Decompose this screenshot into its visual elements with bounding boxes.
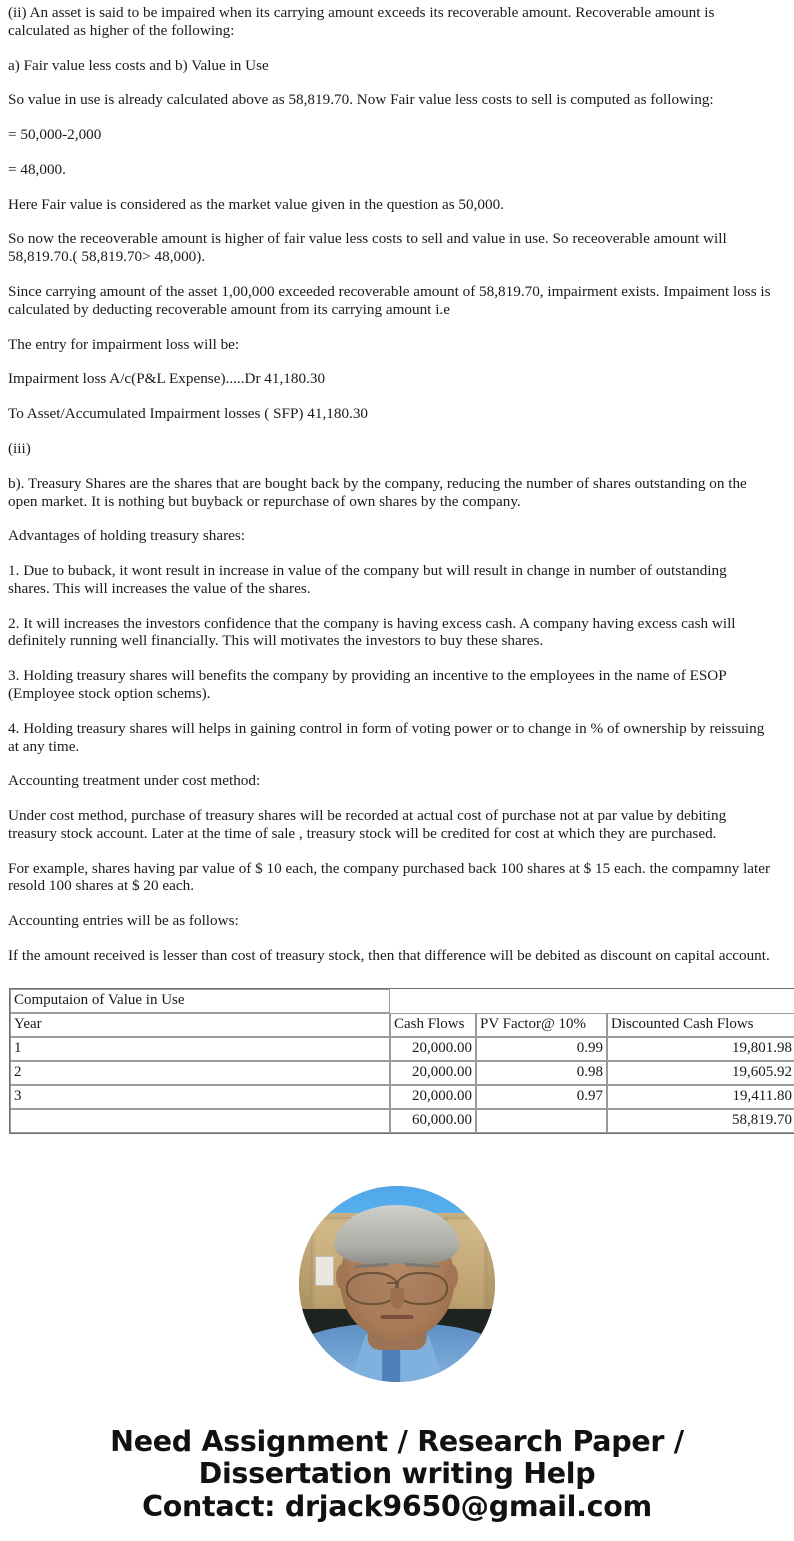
table-title-filler xyxy=(607,989,794,1013)
paragraph: Advantages of holding treasury shares: xyxy=(8,527,246,545)
paragraph: So now the receoverable amount is higher of fair value less costs to sell and value in use. So receoverable amount will 58,819.70.( 58,819.70> 48,000). xyxy=(8,230,727,266)
cell-year: 1 xyxy=(10,1037,390,1061)
photo-wall-switch xyxy=(315,1256,335,1285)
table-row xyxy=(10,1037,794,1061)
table-total-row xyxy=(10,1109,794,1133)
table-row-title xyxy=(10,989,794,1013)
paragraph: To Asset/Accumulated Impairment losses ( SFP) 41,180.30 xyxy=(8,405,369,423)
table-title-filler xyxy=(390,989,476,1013)
portrait-block xyxy=(0,1186,794,1382)
cell-discounted: 19,605.92 xyxy=(607,1061,794,1085)
cell-total-cash-flow: 60,000.00 xyxy=(390,1109,476,1133)
paragraph: If the amount received is lesser than cost of treasury stock, then that difference will be debited as discount on capital account. xyxy=(8,947,770,964)
header-cell-pv-factor: PV Factor@ 10% xyxy=(476,1013,607,1037)
cell-cash-flow: 20,000.00 xyxy=(390,1085,476,1109)
cell-cash-flow: 20,000.00 xyxy=(390,1061,476,1085)
table-title-filler xyxy=(476,989,607,1013)
paragraph: Accounting entries will be as follows: xyxy=(8,912,239,930)
table-title-cell: Computaion of Value in Use xyxy=(10,989,390,1013)
paragraph: = 50,000-2,000 xyxy=(8,126,102,144)
table-row xyxy=(10,1085,794,1109)
paragraph: Under cost method, purchase of treasury shares will be recorded at actual cost of purchase not at par value by debiting treasury stock account. Later at the time of sale , treasury stock will be credited for cost at which they are purchased. xyxy=(8,807,727,842)
paragraph: Impairment loss A/c(P&L Expense).....Dr 41,180.30 xyxy=(8,370,326,388)
header-cell-year: Year xyxy=(10,1013,390,1037)
paragraph: 2. It will increases the investors confidence that the company is having excess cash. A company having excess cash will definitely running well financially. This will motivates the investors to buy these shares. xyxy=(8,614,736,650)
paragraph: b). Treasury Shares are the shares that are bought back by the company, reducing the number of shares outstanding on the open market. It is nothing but buyback or repurchase of own shares by the company. xyxy=(8,474,747,510)
paragraph: 1. Due to buback, it wont result in increase in value of the company but will result in change in number of outstanding shares. This will increases the value of the shares. xyxy=(8,562,727,597)
value-in-use-table xyxy=(9,988,794,1134)
paragraph: (ii) An asset is said to be impaired when its carrying amount exceeds its recoverable amount. Recoverable amount is calculated as higher of the following: xyxy=(8,4,715,39)
footer-headline: Need Assignment / Research Paper / Dissertation writing Help xyxy=(110,1424,684,1490)
photo-nose xyxy=(390,1288,404,1310)
paragraph: Here Fair value is considered as the market value given in the question as 50,000. xyxy=(8,195,504,213)
cell-year: 3 xyxy=(10,1085,390,1109)
avatar xyxy=(299,1186,495,1382)
photo-tie xyxy=(382,1347,400,1382)
photo-mouth xyxy=(380,1315,413,1319)
cell-total-discounted: 58,819.70 xyxy=(607,1109,794,1133)
cell-pv-factor: 0.98 xyxy=(476,1061,607,1085)
cell-year: 2 xyxy=(10,1061,390,1085)
paragraph: a) Fair value less costs and b) Value in Use xyxy=(8,56,269,74)
header-cell-discounted-cash-flows: Discounted Cash Flows xyxy=(607,1013,794,1037)
value-in-use-table-wrapper xyxy=(0,982,794,1134)
cell-discounted: 19,411.80 xyxy=(607,1085,794,1109)
paragraph: = 48,000. xyxy=(8,160,66,178)
table-header-row xyxy=(10,1013,794,1037)
cell-pv-factor: 0.99 xyxy=(476,1037,607,1061)
cell-discounted: 19,801.98 xyxy=(607,1037,794,1061)
paragraph: Since carrying amount of the asset 1,00,000 exceeded recoverable amount of 58,819.70, impairment exists. Impaiment loss is calculated by deducting recoverable amount from its carrying amount i.e xyxy=(8,283,771,318)
paragraph: So value in use is already calculated above as 58,819.70. Now Fair value less costs to sell is computed as following: xyxy=(8,91,714,109)
cell-total-pv-factor xyxy=(476,1109,607,1133)
paragraph: (iii) xyxy=(8,439,31,457)
footer-contact-block xyxy=(0,1426,794,1541)
cell-cash-flow: 20,000.00 xyxy=(390,1037,476,1061)
photo-eyeglass-bridge xyxy=(387,1282,399,1284)
table-row xyxy=(10,1061,794,1085)
header-cell-cash-flows: Cash Flows xyxy=(390,1013,476,1037)
paragraph: The entry for impairment loss will be: xyxy=(8,335,240,353)
footer-contact-email: Contact: drjack9650@gmail.com xyxy=(142,1490,652,1524)
paragraph: Accounting treatment under cost method: xyxy=(8,772,261,790)
paragraph: For example, shares having par value of $ 10 each, the company purchased back 100 shares at $ 15 each. the compamny later resold 100 shares at $ 20 each. xyxy=(8,859,771,895)
paragraph: 3. Holding treasury shares will benefits the company by providing an incentive to the employees in the name of ESOP (Employee stock option schems). xyxy=(8,667,727,702)
paragraph: 4. Holding treasury shares will helps in gaining control in form of voting power or to change in % of ownership by reissuing at any time. xyxy=(8,719,765,755)
cell-pv-factor: 0.97 xyxy=(476,1085,607,1109)
cell-total-label xyxy=(10,1109,390,1133)
